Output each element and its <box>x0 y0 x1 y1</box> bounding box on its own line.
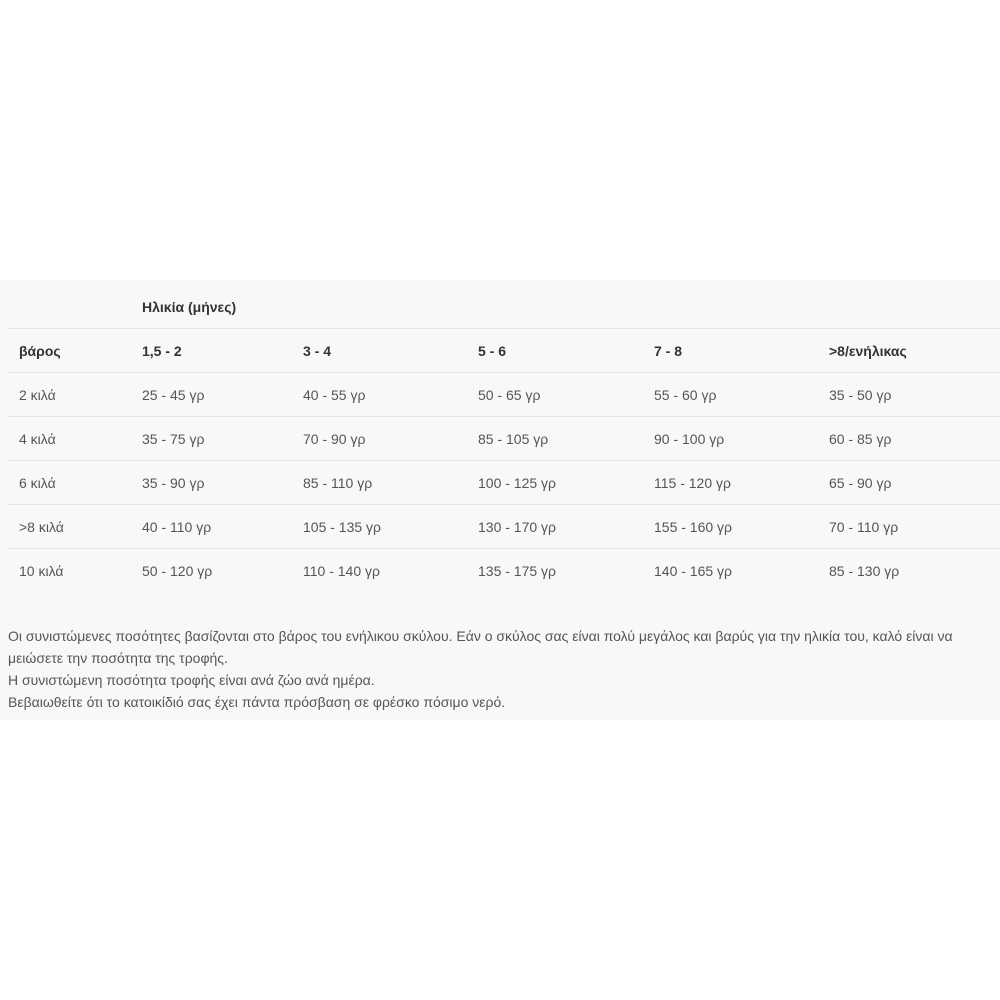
table-row <box>8 549 1000 592</box>
table-cell: 70 - 110 γρ <box>829 518 899 535</box>
table-cell: 140 - 165 γρ <box>654 562 733 579</box>
table-cell: 135 - 175 γρ <box>478 562 557 579</box>
feeding-table <box>8 280 1000 592</box>
table-cell: 65 - 90 γρ <box>829 474 892 491</box>
age-group-header: Ηλικία (μήνες) <box>142 299 237 315</box>
table-cell: 40 - 110 γρ <box>142 518 212 535</box>
table-cell: 35 - 75 γρ <box>142 430 205 447</box>
header-age-2: 3 - 4 <box>303 342 332 359</box>
header-age-3: 5 - 6 <box>478 342 507 359</box>
table-cell: 70 - 90 γρ <box>303 430 366 447</box>
table-cell: 130 - 170 γρ <box>478 518 557 535</box>
header-weight: βάρος <box>19 342 61 359</box>
table-row <box>8 505 1000 549</box>
table-cell: 35 - 50 γρ <box>829 386 892 403</box>
table-cell: 35 - 90 γρ <box>142 474 205 491</box>
table-cell: 2 κιλά <box>19 386 56 403</box>
table-cell: 105 - 135 γρ <box>303 518 382 535</box>
table-cell: >8 κιλά <box>19 518 64 535</box>
table-cell: 50 - 65 γρ <box>478 386 541 403</box>
table-cell: 10 κιλά <box>19 562 64 579</box>
note-line: Η συνιστώμενη ποσότητα τροφής είναι ανά ζώο ανά ημέρα. <box>8 672 375 688</box>
header-age-1: 1,5 - 2 <box>142 342 182 359</box>
table-cell: 85 - 110 γρ <box>303 474 373 491</box>
table-row <box>8 373 1000 417</box>
header-age-4: 7 - 8 <box>654 342 683 359</box>
table-cell: 115 - 120 γρ <box>654 474 731 491</box>
table-cell: 85 - 105 γρ <box>478 430 549 447</box>
feeding-guide-panel <box>0 280 1000 720</box>
note-line: Οι συνιστώμενες ποσότητες βασίζονται στο βάρος του ενήλικου σκύλου. Εάν ο σκύλος σας είναι πολύ μεγάλος και βαρύς για την ηλικία του, καλό είναι να μειώσετε την ποσότητα της τροφής. <box>8 628 953 666</box>
note-line: Βεβαιωθείτε ότι το κατοικίδιό σας έχει πάντα πρόσβαση σε φρέσκο πόσιμο νερό. <box>8 694 506 710</box>
table-group-header-row <box>8 280 1000 329</box>
table-row <box>8 461 1000 505</box>
table-cell: 110 - 140 γρ <box>303 562 380 579</box>
table-cell: 6 κιλά <box>19 474 56 491</box>
table-cell: 4 κιλά <box>19 430 56 447</box>
table-cell: 50 - 120 γρ <box>142 562 213 579</box>
table-row <box>8 417 1000 461</box>
table-cell: 85 - 130 γρ <box>829 562 900 579</box>
table-cell: 90 - 100 γρ <box>654 430 725 447</box>
header-age-5: >8/ενήλικας <box>829 342 907 359</box>
table-cell: 55 - 60 γρ <box>654 386 717 403</box>
table-cell: 155 - 160 γρ <box>654 518 733 535</box>
feeding-notes <box>8 625 998 713</box>
table-cell: 100 - 125 γρ <box>478 474 557 491</box>
table-header-row <box>8 329 1000 373</box>
table-cell: 60 - 85 γρ <box>829 430 892 447</box>
table-cell: 25 - 45 γρ <box>142 386 205 403</box>
table-cell: 40 - 55 γρ <box>303 386 366 403</box>
